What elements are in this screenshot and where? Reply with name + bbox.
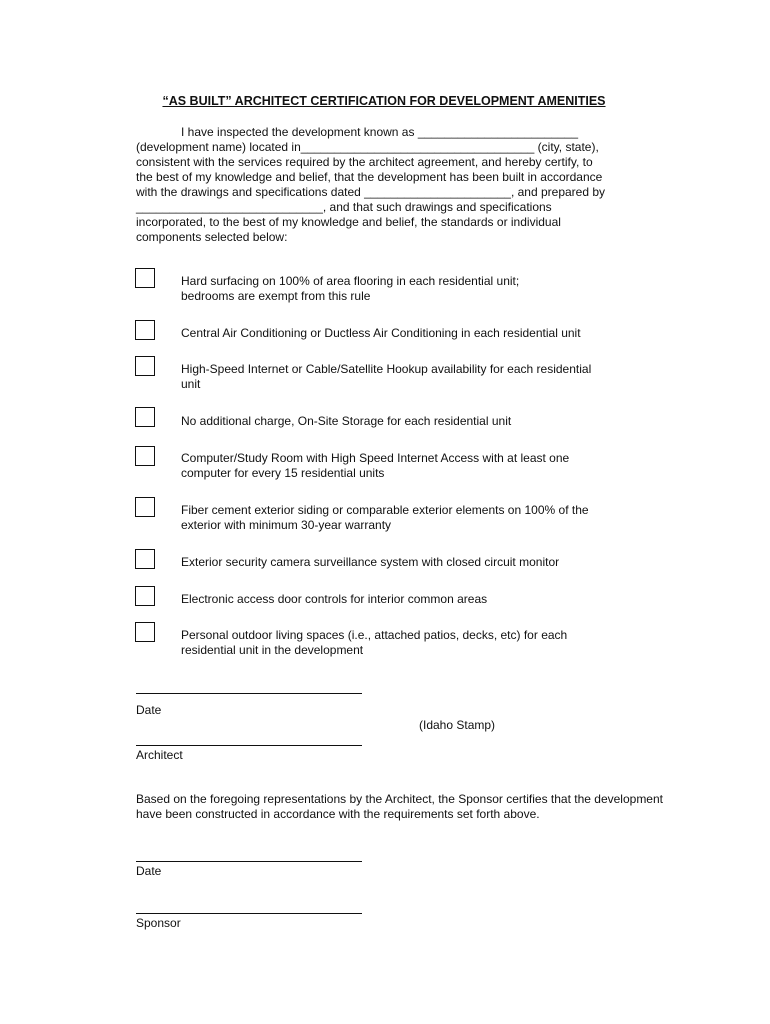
amenity-label: Hard surfacing on 100% of area flooring in each residential unit; <box>181 274 520 288</box>
intro-paragraph <box>136 125 631 245</box>
sponsor-signature-line[interactable] <box>136 913 362 914</box>
amenity-label: No additional charge, On-Site Storage for each residential unit <box>181 414 512 428</box>
sponsor-date-line[interactable] <box>136 861 362 862</box>
architect-date-line[interactable] <box>136 693 362 694</box>
intro-line: the best of my knowledge and belief, that the development has been built in accordance <box>136 170 603 184</box>
amenity-label: unit <box>181 377 201 391</box>
architect-date-label: Date <box>136 703 162 717</box>
amenity-label: Fiber cement exterior siding or comparable exterior elements on 100% of the <box>181 503 589 517</box>
sponsor-certification-paragraph <box>136 792 696 822</box>
amenity-checkbox[interactable] <box>135 497 155 517</box>
amenity-label: Computer/Study Room with High Speed Internet Access with at least one <box>181 451 570 465</box>
sponsor-text-line: Based on the foregoing representations by the Architect, the Sponsor certifies that the development <box>136 792 663 806</box>
amenity-checkbox[interactable] <box>135 549 155 569</box>
architect-signature-line[interactable] <box>136 745 362 746</box>
amenity-label: High-Speed Internet or Cable/Satellite Hookup availability for each residential <box>181 362 592 376</box>
intro-line: consistent with the services required by the architect agreement, and hereby certify, to <box>136 155 593 169</box>
amenity-checkbox[interactable] <box>135 320 155 340</box>
form-title: “AS BUILT” ARCHITECT CERTIFICATION FOR DEVELOPMENT AMENITIES <box>162 94 606 108</box>
amenity-label: Exterior security camera surveillance system with closed circuit monitor <box>181 555 560 569</box>
amenity-checkbox[interactable] <box>135 446 155 466</box>
amenity-checkbox[interactable] <box>135 268 155 288</box>
intro-line: components selected below: <box>136 230 288 244</box>
intro-line: with the drawings and specifications dated ______________________, and prepared by <box>136 185 606 199</box>
amenity-label: computer for every 15 residential units <box>181 466 385 480</box>
intro-line: ____________________________, and that such drawings and specifications <box>136 200 552 214</box>
idaho-stamp-label: (Idaho Stamp) <box>419 718 496 732</box>
amenity-label: residential unit in the development <box>181 643 364 657</box>
amenity-checkbox[interactable] <box>135 622 155 642</box>
sponsor-date-label: Date <box>136 864 162 878</box>
amenity-label: Personal outdoor living spaces (i.e., attached patios, decks, etc) for each <box>181 628 568 642</box>
amenity-label: Central Air Conditioning or Ductless Air Conditioning in each residential unit <box>181 326 581 340</box>
amenity-label: exterior with minimum 30-year warranty <box>181 518 392 532</box>
amenity-label: bedrooms are exempt from this rule <box>181 289 371 303</box>
amenity-label: Electronic access door controls for interior common areas <box>181 592 488 606</box>
amenity-checkbox[interactable] <box>135 407 155 427</box>
intro-line: (development name) located in___________________________________ (city, state), <box>136 140 599 154</box>
amenity-checkbox[interactable] <box>135 356 155 376</box>
amenity-checkbox[interactable] <box>135 586 155 606</box>
architect-label: Architect <box>136 748 183 762</box>
intro-line: incorporated, to the best of my knowledge and belief, the standards or individual <box>136 215 561 229</box>
intro-line: I have inspected the development known as ________________________ <box>181 125 578 139</box>
sponsor-text-line: have been constructed in accordance with the requirements set forth above. <box>136 807 540 821</box>
sponsor-label: Sponsor <box>136 916 181 930</box>
